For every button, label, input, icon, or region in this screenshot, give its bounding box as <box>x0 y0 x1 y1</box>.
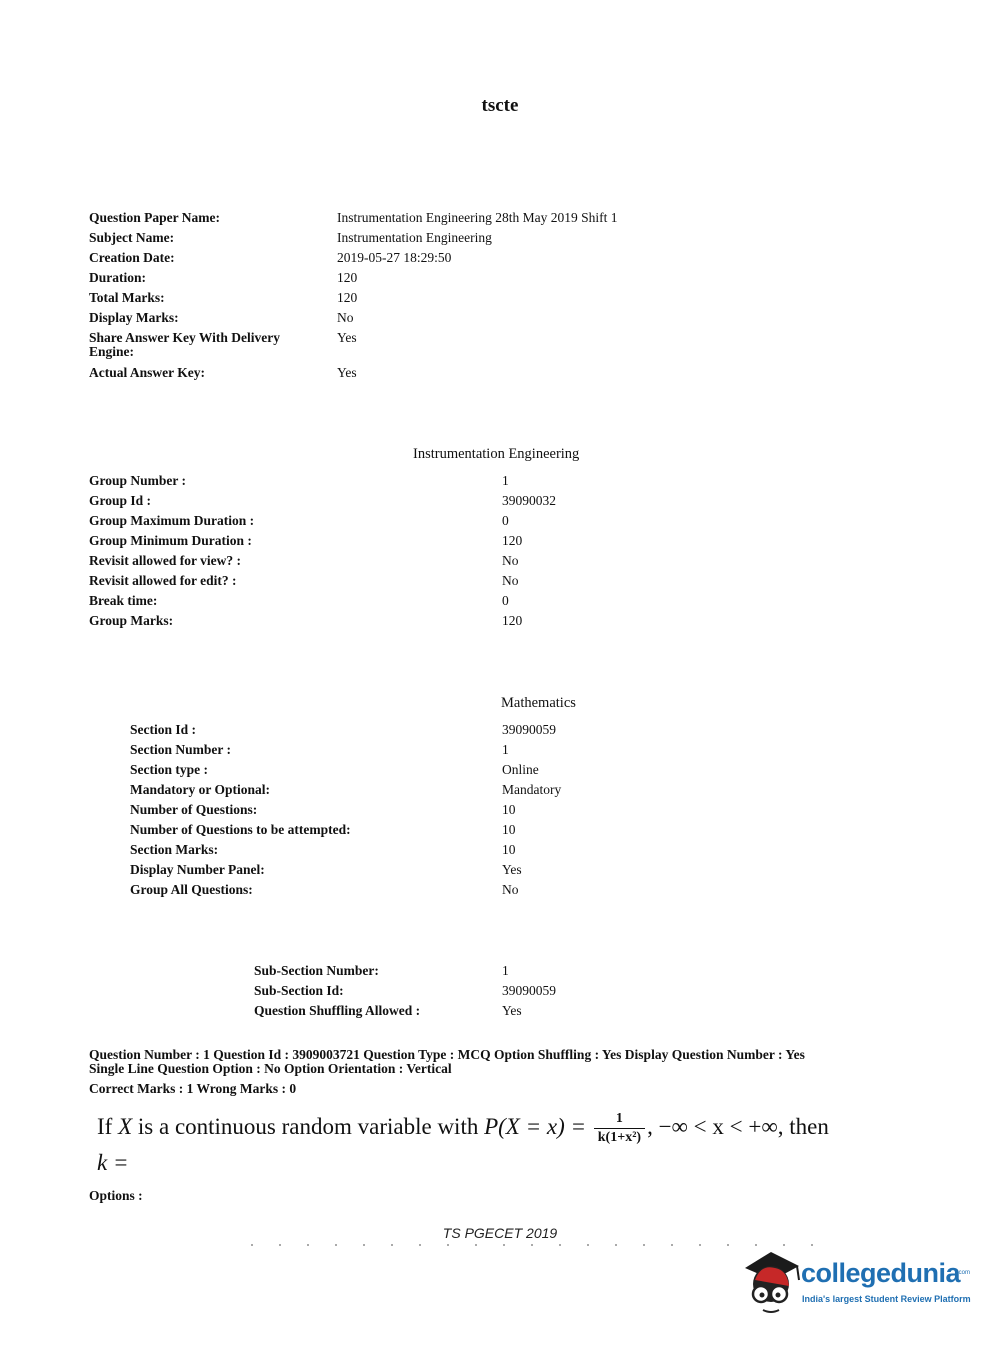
number-panel-label: Display Number Panel: <box>130 862 265 877</box>
actual-answer-key-value: Yes <box>337 365 357 380</box>
options-label: Options : <box>89 1188 143 1203</box>
subject-name-label: Subject Name: <box>89 230 175 245</box>
revisit-edit-label: Revisit allowed for edit? : <box>89 573 237 588</box>
num-attempt-value: 10 <box>502 822 516 837</box>
group-id-value: 39090032 <box>502 493 556 508</box>
brand-tagline: India's largest Student Review Platform <box>802 1294 971 1304</box>
share-answer-key-label-line2: Engine: <box>89 344 135 359</box>
section-number-label: Section Number : <box>130 742 231 757</box>
subsection-number-value: 1 <box>502 963 509 978</box>
group-marks-label: Group Marks: <box>89 613 174 628</box>
display-marks-label: Display Marks: <box>89 310 179 325</box>
subject-name-value: Instrumentation Engineering <box>337 230 492 245</box>
question-marks-line: Correct Marks : 1 Wrong Marks : 0 <box>89 1081 297 1096</box>
question-probability: P(X = x) = <box>484 1113 592 1139</box>
section-marks-label: Section Marks: <box>130 842 219 857</box>
question-text-mid: is a continuous random variable with <box>132 1113 485 1139</box>
section-type-value: Online <box>502 762 539 777</box>
question-k-line: k = <box>97 1150 129 1175</box>
question-variable: X <box>118 1113 133 1139</box>
section-id-label: Section Id : <box>130 722 197 737</box>
break-time-label: Break time: <box>89 593 158 608</box>
question-range: , −∞ < x < +∞, then <box>647 1113 829 1139</box>
group-heading: Instrumentation Engineering <box>413 446 580 462</box>
section-id-value: 39090059 <box>502 722 556 737</box>
group-all-questions-label: Group All Questions: <box>130 882 253 897</box>
duration-label: Duration: <box>89 270 146 285</box>
creation-date-label: Creation Date: <box>89 250 175 265</box>
exam-footer: TS PGECET 2019 <box>442 1225 558 1241</box>
revisit-view-label: Revisit allowed for view? : <box>89 553 241 568</box>
paper-name-value: Instrumentation Engineering 28th May 2019 Shift 1 <box>337 210 618 225</box>
group-number-value: 1 <box>502 473 509 488</box>
question-meta-line2: Single Line Question Option : No Option Orientation : Vertical <box>89 1061 452 1076</box>
group-all-questions-value: No <box>502 882 519 897</box>
section-heading: Mathematics <box>501 695 576 711</box>
group-min-duration-label: Group Minimum Duration : <box>89 533 252 548</box>
actual-answer-key-label: Actual Answer Key: <box>89 365 205 380</box>
total-marks-label: Total Marks: <box>89 290 165 305</box>
revisit-edit-value: No <box>502 573 519 588</box>
document-title: tscte <box>481 95 519 116</box>
creation-date-value: 2019-05-27 18:29:50 <box>337 250 452 265</box>
question-shuffling-label: Question Shuffling Allowed : <box>254 1003 421 1018</box>
group-marks-value: 120 <box>502 613 523 628</box>
num-questions-label: Number of Questions: <box>130 802 258 817</box>
num-questions-value: 10 <box>502 802 516 817</box>
fraction-numerator: 1 <box>594 1110 645 1129</box>
section-number-value: 1 <box>502 742 509 757</box>
subsection-id-label: Sub-Section Id: <box>254 983 344 998</box>
group-number-label: Group Number : <box>89 473 187 488</box>
question-fraction <box>594 1110 645 1147</box>
question-text-prefix: If <box>97 1113 119 1139</box>
footer-divider <box>238 1244 828 1246</box>
question-text <box>97 1110 829 1147</box>
fraction-denominator: k(1+x²) <box>597 1130 642 1145</box>
mascot-icon <box>741 1246 803 1316</box>
share-answer-key-label-line1: Share Answer Key With Delivery <box>89 330 280 345</box>
display-marks-value: No <box>337 310 354 325</box>
section-type-label: Section type : <box>130 762 208 777</box>
break-time-value: 0 <box>502 593 509 608</box>
paper-name-label: Question Paper Name: <box>89 210 220 225</box>
group-max-duration-label: Group Maximum Duration : <box>89 513 255 528</box>
subsection-number-label: Sub-Section Number: <box>254 963 379 978</box>
num-attempt-label: Number of Questions to be attempted: <box>130 822 351 837</box>
share-answer-key-value: Yes <box>337 330 357 345</box>
number-panel-value: Yes <box>502 862 522 877</box>
subsection-id-value: 39090059 <box>502 983 556 998</box>
mandatory-label: Mandatory or Optional: <box>130 782 271 797</box>
mandatory-value: Mandatory <box>502 782 562 797</box>
section-marks-value: 10 <box>502 842 516 857</box>
total-marks-value: 120 <box>337 290 358 305</box>
group-id-label: Group Id : <box>89 493 152 508</box>
revisit-view-value: No <box>502 553 519 568</box>
brand-name: collegedunia <box>801 1258 961 1288</box>
duration-value: 120 <box>337 270 358 285</box>
group-min-duration-value: 120 <box>502 533 523 548</box>
question-shuffling-value: Yes <box>502 1003 522 1018</box>
brand-suffix: .com <box>957 1270 971 1276</box>
group-max-duration-value: 0 <box>502 513 509 528</box>
question-meta-line1: Question Number : 1 Question Id : 3909003721 Question Type : MCQ Option Shuffling : Yes Display Question Number : Yes <box>89 1047 805 1062</box>
